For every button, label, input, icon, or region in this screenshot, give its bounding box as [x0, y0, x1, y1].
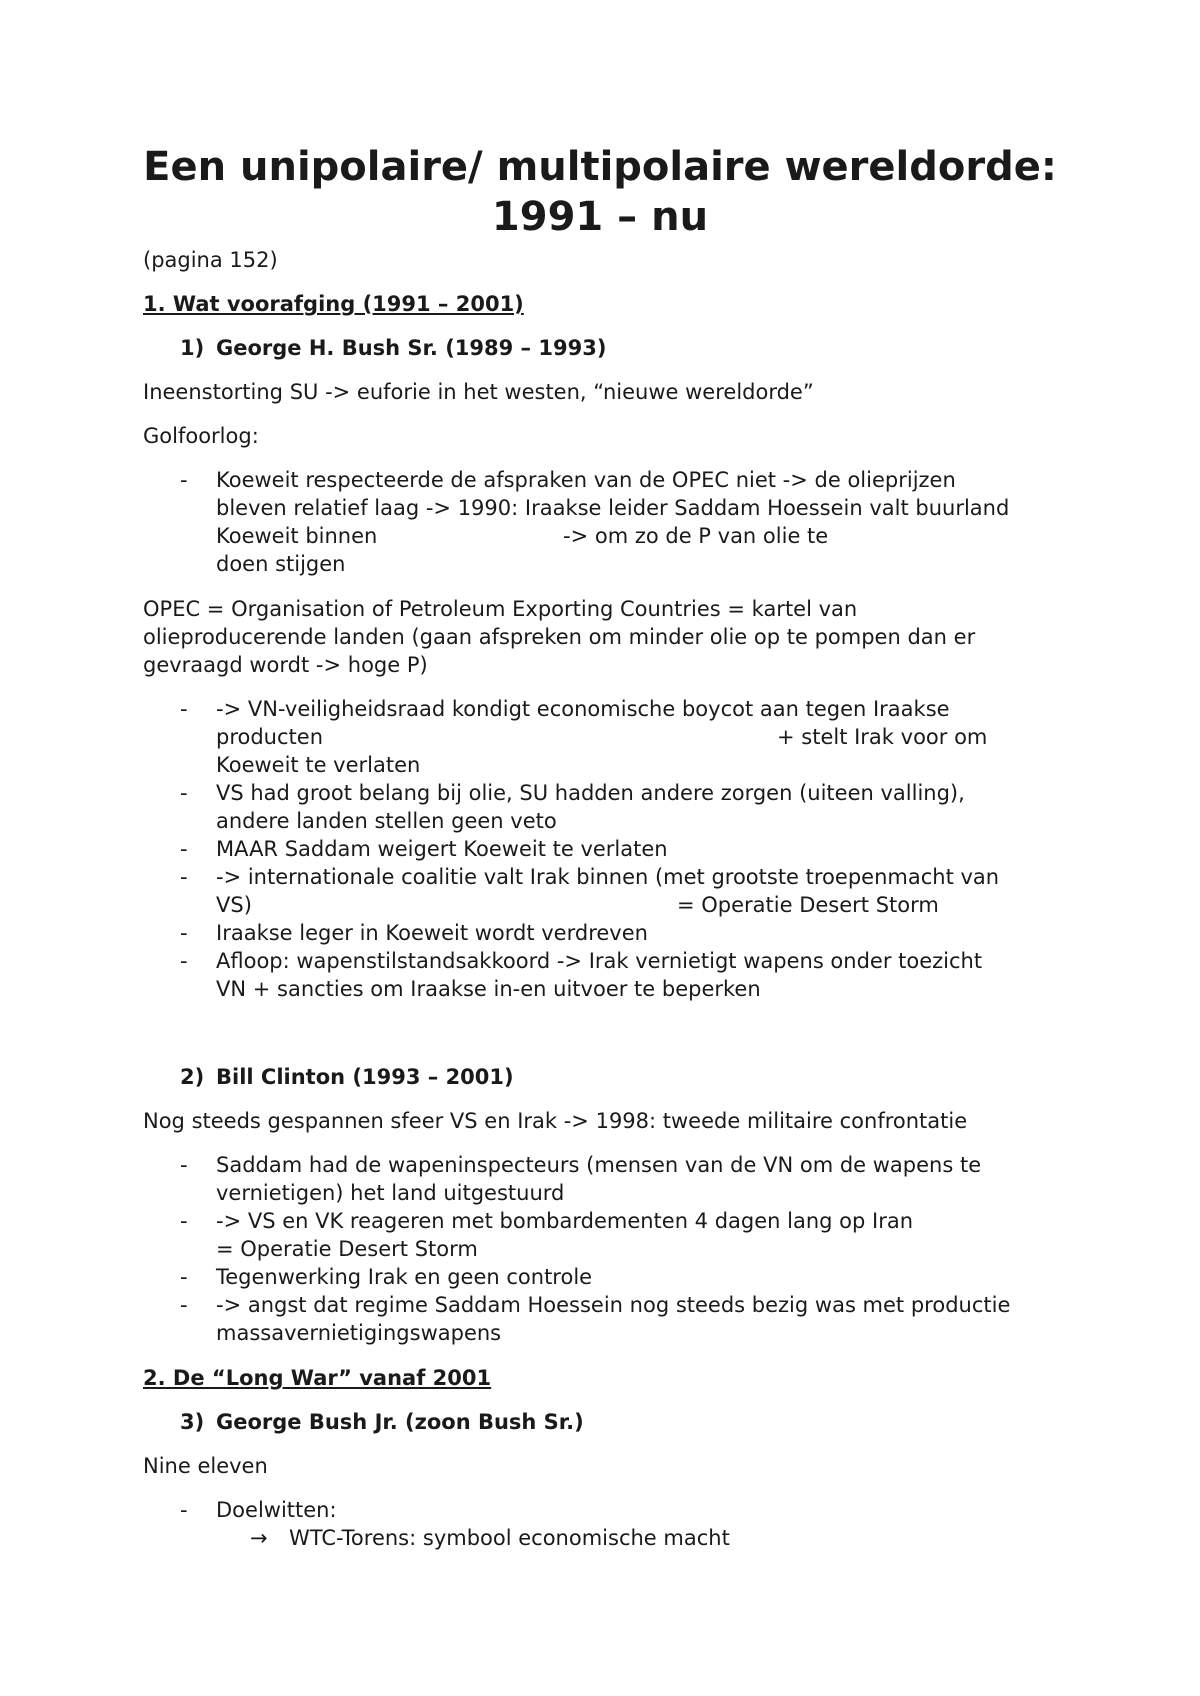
paragraph: Golfoorlog:	[143, 424, 259, 448]
list-item-line: Koeweit te verlaten	[216, 753, 421, 777]
bullet-marker: -	[180, 1293, 188, 1317]
list-item	[143, 1263, 1083, 1291]
subsection-number: 3)	[180, 1410, 205, 1434]
list-item-line: -> VS en VK reageren met bombardementen 4 dagen lang op Iran	[216, 1209, 914, 1233]
list-item	[143, 863, 1083, 919]
list-item-line: Iraakse leger in Koeweit wordt verdreven	[216, 921, 648, 945]
bullet-marker: -	[180, 468, 188, 492]
list-item	[143, 1496, 1083, 1524]
bullet-marker: -	[180, 697, 188, 721]
subsection-1-title	[180, 334, 606, 362]
section-1-heading: 1. Wat voorafging (1991 – 2001)	[143, 292, 524, 316]
subsection-number: 1)	[180, 336, 205, 360]
list-item-line: -> om zo de P van olie te	[563, 524, 829, 548]
paragraph-line: olieproducerende landen (gaan afspreken om minder olie op te pompen dan er	[143, 625, 976, 649]
paragraph: Nog steeds gespannen sfeer VS en Irak -> 1998: tweede militaire confrontatie	[143, 1109, 968, 1133]
subsection-number: 2)	[180, 1065, 205, 1089]
bullet-list	[143, 466, 1083, 578]
list-item-line: + stelt Irak voor om	[777, 725, 988, 749]
list-item-line: VN + sancties om Iraakse in-en uitvoer te beperken	[216, 977, 761, 1001]
list-item-line: Saddam had de wapeninspecteurs (mensen van de VN om de wapens te	[216, 1153, 982, 1177]
list-item-line: = Operatie Desert Storm	[677, 893, 939, 917]
list-item	[143, 466, 1083, 578]
bullet-marker: -	[180, 921, 188, 945]
arrow-list-item	[250, 1524, 730, 1552]
subsection-title-text: George Bush Jr. (zoon Bush Sr.)	[216, 1410, 584, 1434]
bullet-marker: -	[180, 1265, 188, 1289]
arrow-right-icon: →	[250, 1526, 268, 1550]
list-item-line: Koeweit respecteerde de afspraken van de OPEC niet -> de olieprijzen	[216, 468, 956, 492]
arrow-item-text: WTC-Torens: symbool economische macht	[289, 1526, 730, 1550]
list-item-line: MAAR Saddam weigert Koeweit te verlaten	[216, 837, 668, 861]
list-item-line: VS had groot belang bij olie, SU hadden andere zorgen (uiteen valling),	[216, 781, 965, 805]
bullet-marker: -	[180, 1498, 188, 1522]
bullet-marker: -	[180, 865, 188, 889]
document-title	[120, 142, 1080, 242]
bullet-marker: -	[180, 949, 188, 973]
list-item	[143, 947, 1083, 1003]
opec-paragraph	[143, 595, 975, 679]
title-line-1: Een unipolaire/ multipolaire wereldorde:	[143, 144, 1057, 190]
list-item-line: Afloop: wapenstilstandsakkoord -> Irak vernietigt wapens onder toezicht	[216, 949, 983, 973]
list-item-line: bleven relatief laag -> 1990: Iraakse leider Saddam Hoessein valt buurland	[216, 496, 1010, 520]
list-item-line: massavernietigingswapens	[216, 1321, 502, 1345]
title-line-2: 1991 – nu	[491, 194, 709, 240]
list-item	[143, 1291, 1083, 1347]
list-item-line: andere landen stellen geen veto	[216, 809, 557, 833]
paragraph: Nine eleven	[143, 1454, 268, 1478]
section-2-heading: 2. De “Long War” vanaf 2001	[143, 1366, 492, 1390]
bullet-marker: -	[180, 1209, 188, 1233]
subsection-3-title	[180, 1408, 584, 1436]
paragraph-line: gevraagd wordt -> hoge P)	[143, 653, 428, 677]
list-item-line: Doelwitten:	[216, 1498, 337, 1522]
list-item	[143, 779, 1083, 835]
bullet-marker: -	[180, 781, 188, 805]
list-item-line: Tegenwerking Irak en geen controle	[216, 1265, 593, 1289]
list-item	[143, 835, 1083, 863]
list-item-line: -> internationale coalitie valt Irak binnen (met grootste troepenmacht van	[216, 865, 1000, 889]
list-item	[143, 1151, 1083, 1207]
list-item-line: -> VN-veiligheidsraad kondigt economische boycot aan tegen Iraakse	[216, 697, 950, 721]
list-item-line: doen stijgen	[216, 552, 346, 576]
list-item-line: = Operatie Desert Storm	[216, 1237, 478, 1261]
bullet-marker: -	[180, 1153, 188, 1177]
paragraph-line: OPEC = Organisation of Petroleum Exporting Countries = kartel van	[143, 597, 858, 621]
list-item-line: -> angst dat regime Saddam Hoessein nog steeds bezig was met productie	[216, 1293, 1011, 1317]
list-item	[143, 919, 1083, 947]
bullet-list	[143, 1496, 1083, 1524]
list-item	[143, 1207, 1083, 1263]
subsection-title-text: Bill Clinton (1993 – 2001)	[216, 1065, 514, 1089]
list-item-line: Koeweit binnen	[216, 524, 378, 548]
bullet-list	[143, 695, 1083, 1003]
paragraph: Ineenstorting SU -> euforie in het westen, “nieuwe wereldorde”	[143, 380, 814, 404]
bullet-list	[143, 1151, 1083, 1347]
bullet-marker: -	[180, 837, 188, 861]
list-item-line: vernietigen) het land uitgestuurd	[216, 1181, 565, 1205]
list-item	[143, 695, 1083, 779]
list-item-line: producten	[216, 725, 323, 749]
subsection-title-text: George H. Bush Sr. (1989 – 1993)	[216, 336, 607, 360]
list-item-line: VS)	[216, 893, 252, 917]
subsection-2-title	[180, 1063, 514, 1091]
page-reference: (pagina 152)	[143, 248, 278, 272]
